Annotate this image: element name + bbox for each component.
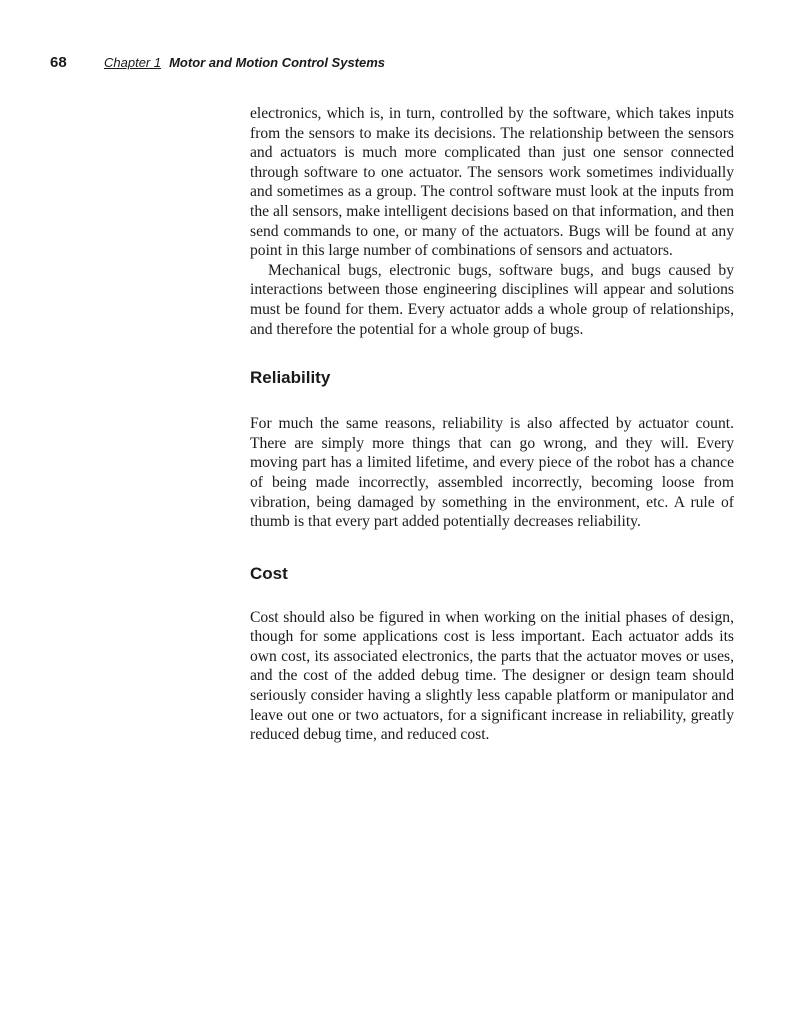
chapter-label: Chapter 1	[104, 55, 162, 70]
paragraph-intro-continued: electronics, which is, in turn, controlled by the software, which takes inputs from the sensors to make its decisions. The relationship between the sensors and actuators is much more complicated than just one sensor connected through software to one actuator. The sensors work sometimes individually and sometimes as a group. The control software must look at the inputs from the all sensors, make intelligent decisions based on that information, and then send commands to one, or many of the actuators. Bugs will be found at any point in this large number of combinations of sensors and actuators.	[250, 105, 734, 260]
paragraph-bugs: Mechanical bugs, electronic bugs, software bugs, and bugs caused by interactions between those engineering disciplines will appear and solutions must be found for them. Every actuator adds a whole group of relationships, and therefore the potential for a whole group of bugs.	[250, 261, 734, 338]
running-header	[50, 54, 385, 71]
page-number: 68	[50, 54, 67, 71]
chapter-title: Motor and Motion Control Systems	[169, 55, 386, 70]
paragraph-cost: Cost should also be figured in when working on the initial phases of design, though for some applications cost is less important. Each actuator adds its own cost, its associated electronics, the parts that the actuator moves or uses, and the cost of the added debug time. The designer or design team should seriously consider having a slightly less capable platform or manipulator and leave out one or two actuators, for a significant increase in reliability, greatly reduced debug time, and reduced cost.	[250, 608, 734, 744]
body-text	[250, 104, 734, 745]
section-heading-reliability: Reliability	[250, 368, 331, 388]
section-heading-cost: Cost	[250, 563, 288, 583]
paragraph-reliability: For much the same reasons, reliability is also affected by actuator count. There are simply more things that can go wrong, and they will. Every moving part has a limited lifetime, and every piece of the robot has a chance of being made incorrectly, assembled incorrectly, becoming loose from vibration, being damaged by something in the environment, etc. A rule of thumb is that every part added potentially decreases reliability.	[250, 415, 734, 531]
